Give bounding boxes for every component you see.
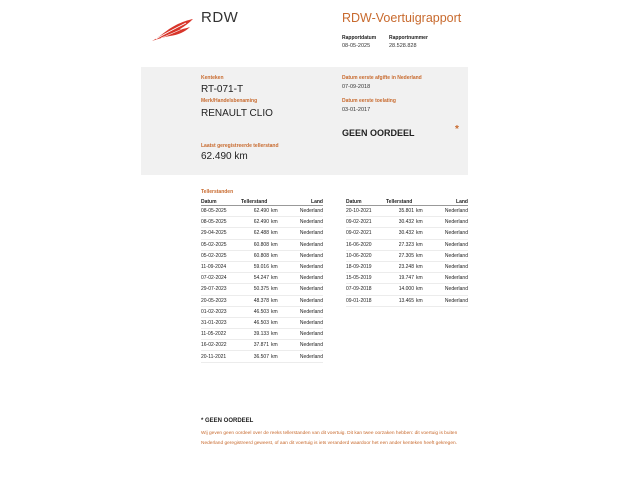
odometer-date-cell: 18-09-2019 <box>346 261 386 272</box>
odometer-reading-cell: 30.432 <box>386 217 416 228</box>
table-row <box>201 250 323 261</box>
odometer-country-cell: Nederland <box>285 250 323 261</box>
odometer-date-cell: 16-06-2020 <box>346 239 386 250</box>
odometer-reading-cell: 14.000 <box>386 284 416 295</box>
odometer-reading-cell: 62.490 <box>241 206 271 217</box>
table-row <box>201 329 323 340</box>
table-row <box>201 295 323 306</box>
col-reading-header: Tellerstand <box>241 198 271 206</box>
odometer-date-cell: 20-05-2023 <box>201 295 241 306</box>
odometer-reading-cell: 46.503 <box>241 306 271 317</box>
report-number: 28.528.828 <box>389 43 417 49</box>
odometer-date-cell: 09-01-2018 <box>346 295 386 306</box>
odometer-country-cell: Nederland <box>285 284 323 295</box>
odometer-country-cell: Nederland <box>285 317 323 328</box>
odometer-date-cell: 09-02-2021 <box>346 228 386 239</box>
col-date-header: Datum <box>346 198 386 206</box>
odometer-unit-cell: km <box>271 228 285 239</box>
odometer-date-cell: 05-02-2025 <box>201 239 241 250</box>
odometer-country-cell: Nederland <box>430 250 468 261</box>
table-row <box>346 295 468 306</box>
odometer-unit-cell: km <box>416 228 430 239</box>
odometer-country-cell: Nederland <box>430 206 468 217</box>
odometer-country-cell: Nederland <box>430 228 468 239</box>
odometer-reading-cell: 39.133 <box>241 329 271 340</box>
odometer-country-cell: Nederland <box>430 273 468 284</box>
odometer-section-title: Tellerstanden <box>201 189 234 195</box>
odometer-date-cell: 05-02-2025 <box>201 250 241 261</box>
table-row <box>201 239 323 250</box>
odometer-date-cell: 20-11-2021 <box>201 351 241 362</box>
odometer-unit-cell: km <box>271 239 285 250</box>
odometer-unit-cell: km <box>416 284 430 295</box>
odometer-reading-cell: 62.490 <box>241 217 271 228</box>
first-nl-label: Datum eerste afgifte in Nederland <box>342 75 422 81</box>
odometer-date-cell: 11-09-2024 <box>201 261 241 272</box>
odometer-date-cell: 07-02-2024 <box>201 273 241 284</box>
odometer-reading-cell: 59.016 <box>241 261 271 272</box>
odometer-date-cell: 10-06-2020 <box>346 250 386 261</box>
table-row <box>201 206 323 217</box>
col-unit-header <box>271 198 285 206</box>
col-country-header: Land <box>285 198 323 206</box>
odometer-unit-cell: km <box>416 261 430 272</box>
brand-name: RDW <box>201 9 239 26</box>
odometer-reading-cell: 46.503 <box>241 317 271 328</box>
odometer-date-cell: 31-01-2023 <box>201 317 241 328</box>
odometer-unit-cell: km <box>271 206 285 217</box>
odometer-unit-cell: km <box>271 329 285 340</box>
table-row <box>346 206 468 217</box>
odometer-unit-cell: km <box>271 351 285 362</box>
first-nl-value: 07-09-2018 <box>342 84 371 90</box>
odometer-country-cell: Nederland <box>285 228 323 239</box>
report-date-label: Rapportdatum <box>342 35 377 41</box>
odometer-reading-cell: 23.248 <box>386 261 416 272</box>
odometer-reading-cell: 62.488 <box>241 228 271 239</box>
odometer-reading-cell: 50.375 <box>241 284 271 295</box>
odometer-country-cell: Nederland <box>430 284 468 295</box>
odometer-reading-cell: 13.465 <box>386 295 416 306</box>
odometer-reading-cell: 36.507 <box>241 351 271 362</box>
odometer-reading-cell: 19.747 <box>386 273 416 284</box>
odometer-country-cell: Nederland <box>285 206 323 217</box>
first-admission-label: Datum eerste toelating <box>342 98 396 104</box>
odometer-unit-cell: km <box>271 273 285 284</box>
first-admission-value: 03-01-2017 <box>342 107 371 113</box>
odometer-reading-cell: 60.808 <box>241 250 271 261</box>
col-date-header: Datum <box>201 198 241 206</box>
odometer-unit-cell: km <box>271 217 285 228</box>
table-row <box>201 340 323 351</box>
odometer-country-cell: Nederland <box>285 217 323 228</box>
report-number-label: Rapportnummer <box>389 35 428 41</box>
odometer-date-cell: 08-05-2025 <box>201 217 241 228</box>
footnote-text: Wij geven geen oordeel over de reeks tellerstanden van dit voertuig. Dit kan twee oorzaken hebben: dit voertuig is buiten Nederland geregistreerd geweest, of aan dit voertuig is iets veranderd waardoor het een ander kenteken heeft gekregen. <box>201 431 458 446</box>
verdict-label: GEEN OORDEEL <box>342 128 415 138</box>
odometer-country-cell: Nederland <box>285 351 323 362</box>
odometer-reading-cell: 60.808 <box>241 239 271 250</box>
table-row <box>346 261 468 272</box>
odometer-reading-cell: 37.871 <box>241 340 271 351</box>
odometer-date-cell: 08-05-2025 <box>201 206 241 217</box>
odometer-reading-cell: 27.323 <box>386 239 416 250</box>
table-row <box>346 284 468 295</box>
table-row <box>201 261 323 272</box>
odometer-country-cell: Nederland <box>430 217 468 228</box>
odometer-unit-cell: km <box>271 250 285 261</box>
table-header-row <box>346 198 468 206</box>
report-date: 08-05-2025 <box>342 43 371 49</box>
table-row <box>201 228 323 239</box>
table-row <box>201 273 323 284</box>
odometer-unit-cell: km <box>416 239 430 250</box>
odometer-date-cell: 07-09-2018 <box>346 284 386 295</box>
table-row <box>201 351 323 362</box>
odometer-country-cell: Nederland <box>430 239 468 250</box>
odometer-unit-cell: km <box>271 340 285 351</box>
make-value: RENAULT CLIO <box>201 108 273 119</box>
col-reading-header: Tellerstand <box>386 198 416 206</box>
odometer-unit-cell: km <box>271 317 285 328</box>
odometer-date-cell: 01-02-2023 <box>201 306 241 317</box>
odometer-unit-cell: km <box>416 250 430 261</box>
odometer-unit-cell: km <box>271 284 285 295</box>
odometer-country-cell: Nederland <box>285 340 323 351</box>
odometer-country-cell: Nederland <box>285 329 323 340</box>
odometer-unit-cell: km <box>271 261 285 272</box>
odometer-reading-cell: 30.432 <box>386 228 416 239</box>
odometer-country-cell: Nederland <box>285 295 323 306</box>
odometer-unit-cell: km <box>416 295 430 306</box>
report-title: RDW-Voertuigrapport <box>342 11 462 25</box>
odometer-date-cell: 11-05-2022 <box>201 329 241 340</box>
odometer-country-cell: Nederland <box>285 261 323 272</box>
last-odometer-label: Laatst geregistreerde tellerstand <box>201 143 279 149</box>
odometer-unit-cell: km <box>416 273 430 284</box>
table-header-row <box>201 198 323 206</box>
odometer-date-cell: 29-04-2025 <box>201 228 241 239</box>
plate-value: RT-071-T <box>201 84 244 95</box>
table-row <box>201 284 323 295</box>
odometer-reading-cell: 35.801 <box>386 206 416 217</box>
odometer-country-cell: Nederland <box>285 306 323 317</box>
footnote-title: * GEEN OORDEEL <box>201 418 254 424</box>
plate-label: Kenteken <box>201 75 224 81</box>
last-odometer-value: 62.490 km <box>201 151 248 162</box>
odometer-country-cell: Nederland <box>285 273 323 284</box>
odometer-unit-cell: km <box>271 295 285 306</box>
table-row <box>201 317 323 328</box>
make-label: Merk/Handelsbenaming <box>201 98 258 104</box>
odometer-date-cell: 15-05-2019 <box>346 273 386 284</box>
odometer-unit-cell: km <box>416 206 430 217</box>
odometer-unit-cell: km <box>416 217 430 228</box>
overview-panel <box>141 67 468 175</box>
table-row <box>346 273 468 284</box>
table-row <box>346 228 468 239</box>
table-row <box>346 239 468 250</box>
odometer-country-cell: Nederland <box>430 261 468 272</box>
odometer-table-right <box>346 198 468 307</box>
table-row <box>201 306 323 317</box>
rdw-logo-icon <box>150 17 194 43</box>
col-unit-header <box>416 198 430 206</box>
table-row <box>346 250 468 261</box>
verdict-asterisk: * <box>455 124 459 135</box>
odometer-reading-cell: 27.305 <box>386 250 416 261</box>
table-row <box>201 217 323 228</box>
odometer-unit-cell: km <box>271 306 285 317</box>
odometer-reading-cell: 54.247 <box>241 273 271 284</box>
col-country-header: Land <box>430 198 468 206</box>
odometer-date-cell: 29-07-2023 <box>201 284 241 295</box>
odometer-table-left <box>201 198 323 363</box>
odometer-date-cell: 20-10-2021 <box>346 206 386 217</box>
odometer-reading-cell: 48.378 <box>241 295 271 306</box>
odometer-country-cell: Nederland <box>430 295 468 306</box>
table-row <box>346 217 468 228</box>
odometer-date-cell: 09-02-2021 <box>346 217 386 228</box>
odometer-country-cell: Nederland <box>285 239 323 250</box>
odometer-date-cell: 16-02-2022 <box>201 340 241 351</box>
